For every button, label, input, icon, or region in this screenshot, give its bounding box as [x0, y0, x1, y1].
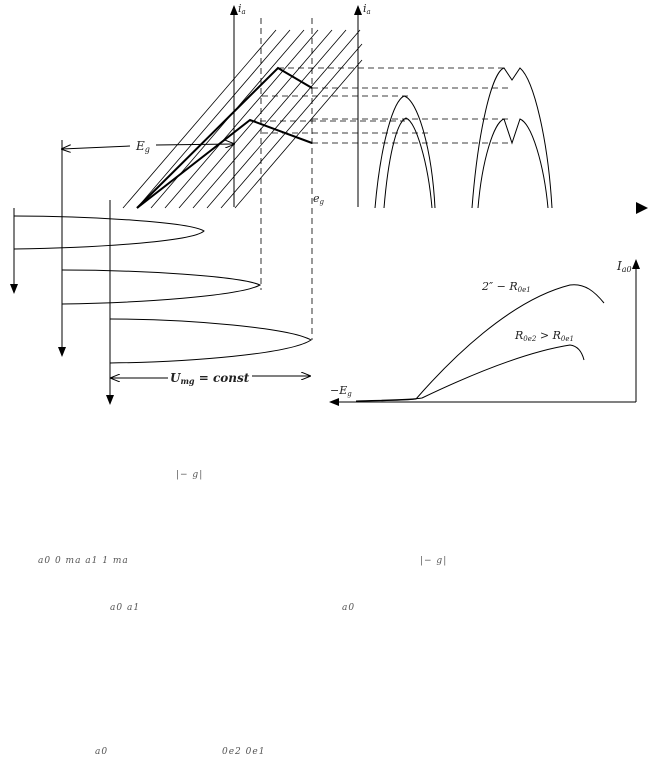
fragment-formula-line: a0 0 ma a1 1 ma — [38, 556, 129, 566]
curve2-label: R0e2 > R0e1 — [515, 329, 574, 343]
ia0-axis-label: Ia0 — [617, 259, 632, 274]
ia-label-right: ia — [363, 2, 371, 16]
neg-eg-label: −Eg — [330, 384, 352, 398]
eg-bracket-label: Eg — [136, 139, 150, 154]
eg-axis-label: eg — [313, 192, 324, 206]
curve1-label: 2″ − R0e1 — [482, 280, 531, 294]
eg-dimension-arrow-right — [156, 144, 234, 145]
fragment-a0-mid: a0 — [342, 603, 356, 613]
fragment-abs-g-2: |− g| — [420, 556, 448, 566]
fragment-a0-a1: a0 a1 — [110, 603, 141, 613]
output-pulses — [375, 68, 552, 208]
eg-dimension-arrow — [62, 146, 130, 149]
fragment-a0-bottom: a0 — [95, 747, 109, 757]
grid-voltage-lobes — [14, 216, 311, 363]
fragment-abs-g-1: |− g| — [176, 470, 204, 480]
umg-label: Umg = const — [170, 371, 250, 386]
fragment-0e-bottom: 0e2 0e1 — [222, 747, 266, 757]
ia-label-left: ia — [238, 2, 246, 16]
time-axis-arrowhead — [636, 202, 648, 214]
